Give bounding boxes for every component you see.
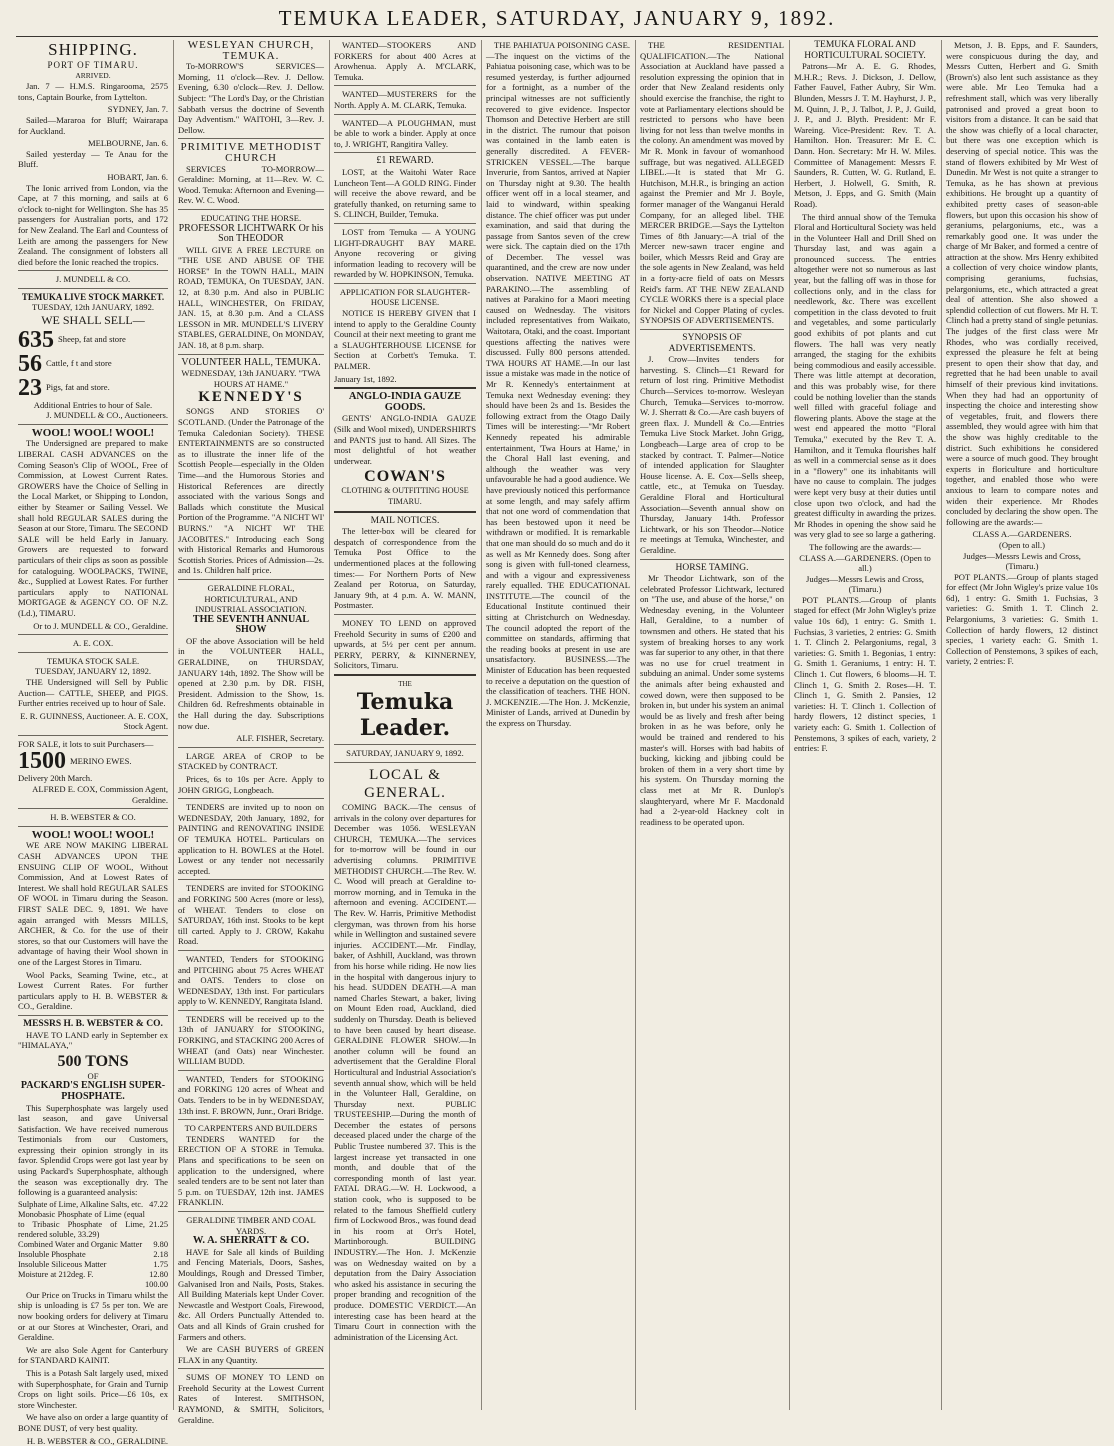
seventh-show-title: THE SEVENTH ANNUAL SHOW: [192, 613, 310, 636]
kainit-text: This is a Potash Salt largely used, mixed with Superphosphate, for Grain and Turnip Crops on light soils. Price—£6 10s, ex store Winchester.: [18, 1368, 168, 1410]
analysis-row: [18, 1260, 168, 1270]
lost-mare: LOST from Temuka — A YOUNG LIGHT-DRAUGHT BAY MARE. Anyone recovering or giving information leading to recovery will be rewarded by W. HOPKINSON, Temuka.: [334, 226, 476, 280]
port-heading: PORT OF TIMARU.: [47, 60, 139, 70]
slaughter-title: APPLICATION FOR SLAUGHTER-HOUSE LICENSE.: [339, 286, 471, 308]
anglo-title: ANGLO-INDIA GAUZE GOODS.: [348, 391, 462, 413]
additional-entries: Additional Entries to hour of Sale.: [33, 399, 153, 410]
stock-count: 23: [18, 374, 42, 401]
show-text: OF the above Association will be held in the VOLUNTEER HALL, GERALDINE, on THURSDAY, JANUARY 14th, 1892. The Show will be opened at 2.30 p.m. by DR. FISH, President. Admission to the Show, 1s. Children 6d. Refreshments obtainable in the Hall during the day. Subscriptions now due.: [178, 635, 324, 731]
class-a-title: CLASS A.—GARDENERS.: [972, 529, 1072, 540]
column-4: [486, 40, 630, 1410]
analysis-item: Sulphate of Lime, Alkaline Salts, etc.: [18, 1199, 144, 1209]
merino-count: 1500: [18, 748, 66, 775]
show-report: The third annual show of the Temuka Floral and Horticultural Society was held in the Volunteer Hall and Drill Shed on Thursday last, and was again a pronounced success. The entries altogether were not so numerous as last year, but the falling off was in those for collections only, and in the class for needlework, &c. There was excellent competition in the class devoted to fruit and vegetables, and some particularly good exhibits of pot plants and cut flowers. The hall was very neatly arranged, the staging for the exhibits being commodious and easily accessible. There was little attempt at decoration, and this was probably wise, for there could be nothing lovelier than the stands well filled with graceful foliage and flowering plants. Above the stage at the west end appeared the motto "Floral Temuka," executed by the Rev T. A. Hamilton, and it Temuka flourishes half as well in a commercial sense as it does in a "flowery" one its inhabitants will have no cause to complain. The judges were kept very busy at their duties until close upon two o'clock, and had the greatest difficulty in awarding the prizes. Mr Rhodes in opening the show said he was very glad to see so large a gathering.: [794, 211, 937, 540]
analysis-value: 2.18: [153, 1249, 168, 1259]
stock-count: 635: [18, 326, 54, 353]
of-label: OF: [87, 1070, 99, 1081]
column-divider: [789, 40, 790, 1410]
stock-sale-text: THE Undersigned will Sell by Public Auction— CATTLE, SHEEP, and PIGS. Further entries received up to hour of Sale.: [18, 676, 168, 709]
packard-heading: PACKARD'S ENGLISH SUPER-PHOSPHATE.: [20, 1080, 166, 1102]
anglo-text: GENTS' ANGLO-INDIA GAUZE (Silk and Wool mixed), UNDERSHIRTS and PANTS just to hand. All Sizes. The most delightful of hot weather underwear.: [334, 413, 476, 466]
lichtwark-text: WILL GIVE A FREE LECTURE on "THE USE AND ABUSE OF THE HORSE" In the TOWN HALL, MAIN ROAD, TEMUKA, On TUESDAY, JAN. 12, at 8.30 p.m. And also in PUBLIC HALL, WINCHESTER, On FRIDAY, JAN. 15, at 8.30 p.m. And a CLASS LESSON in MR. MUNDELL'S LIVERY STABLES, GERALDINE, On MONDAY, JAN. 18, at 8 p.m. sharp.: [178, 244, 324, 351]
analysis-row: [18, 1250, 168, 1260]
wanted-ad: WANTED—STOOKERS AND FORKERS for about 400 Acres at Arowhenua. Apply A. M'CLARK, Temuka.: [334, 40, 476, 82]
melbourne-text: Sailed yesterday — Te Anau for the Bluff.: [18, 148, 168, 170]
analysis-value: 1.75: [153, 1259, 168, 1269]
slaughter-date: January 1st, 1892.: [334, 373, 397, 384]
wool-heading: WOOL! WOOL! WOOL!: [31, 426, 155, 439]
analysis-item: Moisture at 212deg. F.: [18, 1269, 94, 1279]
lichtwark-title: PROFESSOR LICHTWARK Or his Son THEODOR: [178, 222, 324, 245]
local-general-title: LOCAL & GENERAL.: [364, 767, 446, 802]
webster-header: H. B. WEBSTER & CO.: [50, 812, 136, 823]
analysis-value: 12.80: [149, 1269, 168, 1279]
horse-taming-title: HORSE TAMING.: [675, 562, 749, 573]
stock-sale-title: TEMUKA STOCK SALE.: [46, 655, 140, 666]
wanted-ad: WANTED, Tenders for STOOKING and PITCHING about 75 Acres WHEAT and OATS. Tenders to close on WEDNESDAY, 13th inst. For particulars apply to W. KENNEDY, Rangitata Island.: [178, 953, 324, 1007]
awards-text: POT PLANTS.—Group of plants staged for effect (Mr John Wigley's prize value 10s 6d), 1 entry: G. Smith 1. Fuchsias, 3 varieties, 2 entries: G. Smith 1. T. Clinch 2. Pelargoniums, regal, 3 varieties: G. Smith 1. Begonias, 1 entry: G. Smith 1. Geraniums, 1 entry: H. T. Clinch 1. Cut flowers, 6 blooms—H. T. Clinch 1, G. Smith 2. Roses—H. T. Clinch 1, G. Smith 2. Pansies, 12 varieties: H. T. Clinch 1. Collection of hardy flowers, 12 distinct species, 1 variety each: G. Smith 1. Collection of Penstemons, 3 spikes of each, variety, 2 entries: F.: [794, 594, 936, 754]
volunteer-title: VOLUNTEER HALL, TEMUKA.: [181, 356, 321, 368]
sydney-dateline: SYDNEY, Jan. 7.: [107, 104, 168, 115]
sherratt-title: W. A. SHERRATT & CO.: [192, 1235, 310, 1247]
masthead-rule: [16, 36, 1098, 37]
cowans-sub: CLOTHING & OUTFITTING HOUSE TIMARU.: [341, 486, 469, 506]
paper-date: SATURDAY, JANUARY 9, 1892.: [346, 748, 464, 759]
wool-text: The Undersigned are prepared to make LIBERAL CASH ADVANCES on the Coming Season's Clip of WOOL, Free of Commission, at Lowest Current Rates. GROWERS have the Choice of Selling in the Local Market, or Shipping to London, either by Steamer or Sailing Vessel. We shall hold REGULAR SALES during the Season at our Store, Timaru. The SECOND SALE will be held Early in January. Growers are requested to forward particulars of their clips as soon as possible for cataloguing. WOOLPACKS, TWINE, &c., Supplied at Lowest Rates. For further particulars apply to NATIONAL MORTGAGE & AGENCY CO. OF N.Z. (Ld.), TIMARU.: [18, 438, 168, 618]
primitive-text: SERVICES TO-MORROW— Geraldine: Morning, at 11—Rev. W. C. Wood. Temuka: Afternoon and Evening—Rev. W. C. Wood.: [178, 163, 324, 206]
reward-title: £1 REWARD.: [376, 155, 434, 167]
paper-title: Temuka Leader.: [356, 689, 454, 742]
crop-text: Prices, 6s to 10s per Acre. Apply to JOHN GRIGG, Longbeach.: [178, 774, 324, 795]
analysis-item: [18, 1280, 145, 1290]
webster-big-header: MESSRS H. B. WEBSTER & CO.: [23, 1018, 163, 1029]
analysis-value: 9.80: [153, 1239, 168, 1249]
awards-intro: The following are the awards:—: [809, 541, 921, 552]
livestock-date: TUESDAY, 12th JANUARY, 1892.: [31, 302, 155, 313]
patrons-text: Patrons—Mr A. E. G. Rhodes, M.H.R.; Revs. J. Dickson, J. Dellow, Father Fauvel, Father Aubry, Sir Wm. Blunden, Messrs J. T. M. Hayhurst, J. P., M. Quinn, J. P., J. Talbot, J. P., J. Guild, J. P., and J. Blyth. President: Mr F. Wareing. Vice-President: Rev. T. A. Hamilton. Hon. Treasurer: Mr E. C. Dann. Hon. Secretary: Mr H. W. Miles. Committee of Management: Messrs F. Saunders, R. Cutten, W. G. Rutland, E. Herbert, J. Holwell, G. Smith, R. Metson, J. Epps, and G. Smith (Main Road).: [794, 61, 936, 209]
stock-line: [18, 352, 168, 376]
stock-label: Sheep, fat and store: [58, 334, 126, 345]
news-text: THE PAHIATUA POISONING CASE.—The inquest on the victims of the Pahiatua poisoning case, which was to be resumed yesterday, is further adjourned for a fortnight, as a number of the principal witnesses are not sufficiently recovered to give evidence. Inspector Thomson and Detective Herbert are still in the district. The rumour that poison was contained in the lamb eaten is generally discredited. A FEVER-STRICKEN VESSEL.—The barque Inverurie, from Santos, arrived at Napier on Thursday night at 9.30. The health officer went off in a local steamer, and laid to windward, within speaking distance. The chief officer was put under examination, and said that during the passage from Santos seven of the crew were sick. The captain died on the 17th of December. The vessel was quarantined, and the crew are now under observation. NATIVE MEETING AT PARAKINO.—The assembling of natives at Parakino for a Maori meeting caused on Wednesday. The visitors included representatives from Waikato, Waitotara, Otaki, and the coast. Important questions affecting the natives were discussed. Fully 800 persons attended. TWA HOURS AT HAME.—In our last issue a mistake was made in the notice of Mr R. Kennedy's entertainment at Temuka next Wednesday evening: they should have been 2s and 1s. Besides the following extract from the Otago Daily Times will be interesting:—"Mr Robert Kennedy repeated his admirable entertainment, 'Twa Hours at Hame,' in the Choral Hall last evening, and although the weather was very unfavourable he had a good audience. We have previously noticed this performance at some length, and may safely affirm that not one word of commendation that has been bestowed upon it need be withdrawn or modified. It is remarkable that one man should do so much and do it as well as Mr Kennedy does. Song after song is given with full-toned clearness, and with a vigour and expressiveness rarely equalled. THE EDUCATIONAL INSTITUTE.—The council of the Educational Institute continued their sitting at Christchurch on Wednesday. The council adopted the report of the committee on standards, affirming that the reading books at present in use are unsatisfactory. BUSINESS.—The Minister of Education has been requested to receive a deputation on the question of the classification of teachers. THE HON. J. MCKENZIE.—The Hon. J. McKenzie, Minister of Lands, arrived at Dunedin by the express on Thursday.: [486, 40, 630, 728]
shipping-title: SHIPPING.: [48, 40, 138, 59]
local-text: COMING BACK.—The census of arrivals in the colony over departures for December was 1056. WESLEYAN CHURCH, TEMUKA.—The services for to-morrow will be found in our advertising columns. PRIMITIVE METHODIST CHURCH.—The Rev. W. C. Wood will preach at Geraldine to-morrow morning, and in Temuka in the afternoon and evening. ACCIDENT.—The Rev. W. Harris, Primitive Methodist clergyman, was thrown from his horse while in Wellington and sustained severe injuries. ACCIDENT.—Mr. Findlay, baker, of Ashhill, Auckland, was thrown from his horse while riding. He now lies in the hospital with dangerous injury to his head. SUDDEN DEATH.—A man named Charles Stewart, a baker, living on Mount Eden road, Auckland, died suddenly on Thursday. Death is believed to have been caused by heart disease. GERALDINE FLOWER SHOW.—In another column will be found an advertisement that the Geraldine Floral Horticultural and Industrial Association's seventh annual show, which will be held in the Volunteer Hall, Geraldine, on Thursday next. PUBLIC TRUSTEESHIP.—During the month of December the estates of persons deceased placed under the charge of the Public Trustee numbered 37. This is the largest increase yet transacted in one month, and double that of the corresponding month of last year. FATAL DRAG.—W. H. Lockwood, a station cook, who is supposed to be related to the famous Sheffield cutlery firm of Lockwood Bros., was found dead in his room at Orr's Hotel, Martinborough. BUILDING INDUSTRY.—The Hon. J. McKenzie was on Wednesday waited on by a deputation from the Dairy Association who asked his assistance in securing the proper branding and recognition of the produce. DOMESTIC VERDICT.—An interesting case has been heard at the Timaru Court in connection with the administration of the Licensing Act.: [334, 802, 476, 1342]
himalaya-text: HAVE TO LAND early in September ex "HIMALAYA,": [18, 1029, 168, 1051]
analysis-row: [18, 1280, 168, 1290]
analysis-item: Insoluble Siliceous Matter: [18, 1259, 107, 1269]
sydney-text: Sailed—Mararoa for Bluff; Wairarapa for Auckland.: [18, 114, 168, 136]
alfred-sign: ALFRED E. COX, Commission Agent, Geraldine.: [32, 784, 168, 805]
stock-count: 56: [18, 350, 42, 377]
news-text: THE RESIDENTIAL QUALIFICATION.—The National Association at Auckland have passed a resolution expressing the opinion that in order that New Zealand residents only should exercise the franchise, the right to vote at Parliamentary elections should be restricted to persons who have been living for not less than twelve months in the colony. An amendment was moved by Mr R. Monk in favour of womanhood suffrage, but was negatived. ALLEGED LIBEL.—It is stated that Mr G. Hutchison, M.H.R., is bringing an action against the Premier and Mr J. Boyle, former manager of the Wanganui Herald Company, for an alleged libel. THE MERCER BRIDGE.—Says the Lyttelton Times of 8th January:—A trial of the Mercer new-sawn tracer engine and boiler, which Messrs Reid and Gray are the sole agents in New Zealand, was held in a forty-acre field of oats on Messrs Reid's farm. AT THE NEW ZEALAND CYCLE WORKS there is a special place for Nickel and Copper Plating of cycles. SYNOPSIS OF ADVERTISEMENTS.: [640, 40, 784, 326]
analysis-item: Insoluble Phosphate: [18, 1249, 86, 1259]
masthead: TEMUKA LEADER, SATURDAY, JANUARY 9, 1892.: [278, 6, 836, 30]
we-shall-sell: WE SHALL SELL—: [41, 313, 145, 328]
money-ad: SUMS OF MONEY TO LEND on Freehold Security at the Lowest Current Rates of Interest. SMITHSON, RAYMOND, & SMITH, Solicitors, Geraldine.: [178, 1372, 324, 1425]
sole-agent: We are also Sole Agent for Canterbury for STANDARD KAINIT.: [18, 1344, 168, 1366]
column-divider: [635, 40, 636, 1410]
sherratt-text: HAVE for Sale all kinds of Building and Fencing Materials, Doors, Sashes, Mouldings, Rough and Dressed Timber, Galvanised Iron and Nails, Posts, Stakes. All Building Materials kept Under Cover. Newcastle and Westport Coals, Firewood, &c. All Orders Punctually Attended to. Oats and all Kinds of Grain crushed for Farmers and others.: [178, 1246, 324, 1342]
hobart-text: The Ionic arrived from London, via the Cape, at 7 this morning, and sails at 6 o'clock to-night for Wellington. She has 35 passengers for Australian ports, and 172 for New Zealand. The Earl and Countess of Leith are among the passengers for New Zealand. The consignment of lobsters all died before the Ionic reached the tropics.: [18, 182, 168, 267]
class-a-open: (Open to all.): [998, 539, 1046, 550]
synopsis-title: SYNOPSIS OF ADVERTISEMENTS.: [668, 333, 756, 354]
analysis-value: 100.00: [144, 1279, 168, 1289]
wool2-heading: WOOL! WOOL! WOOL!: [31, 828, 155, 841]
show-report-continued: Metson, J. B. Epps, and F. Saunders, were conspicuous during the day, and Messrs Cutten, Herbert and G. Smith (Brown's) also lent such assistance as they were able. Mr Leo Temuka had a refreshment stall, which was very liberally patronised and proved a great boon to visitors from a distance. It can be said that the show was chiefly of a local character, but there was one exception which is deserving of special notice. This was the stand of flowers exhibited by Mr West of Dunedin. Mr West is not quite a stranger to Temuka, as he has shown at previous exhibitions. He brought up a quantity of exhibited pretty cases of season-able flowers, but upon this occasion his show of geraniums, pelargoniums, etc., was a remarkably good one. It was under the charge of Mr Baker, and formed a centre of attraction at the show. Mrs Henry exhibited a collection of very choice window plants, comprising geraniums, fuchsias, pelargoniums, etc., which attracted a great deal of attention. She also showed a splendid collection of cut flowers. Mr H. T. Clinch had a pretty stand of single petunias. The judges of the first class were Mr Rhodes, who was cordially received, expressed the pleasure he felt at being present to open their show that day, and regretted that he had been unable to avail himself of their previous kind invitations. When they had had an opportunity of inspecting the choice and interesting show of vegetables, fruit, and flowers there assembled, they would agree with him that the show was highly creditable to the district. Such exhibitions he considered were a source of much good. They brought experts in floriculture and horticulture together, and enabled those who were anxious to learn to compare notes and widen their experience. Mr Rhodes concluded by declaring the show open. The following are the awards:—: [946, 40, 1098, 527]
awards-text: POT PLANTS.—Group of plants staged for effect (Mr John Wigley's prize value 10s 6d), 1 entry: G. Smith 1. Fuchsias, 3 varieties: G. Smith 1. T. Clinch 2. Pelargoniums, 3 varieties: G. Smith 1. Collection of hardy flowers, 12 distinct species, 1 variety each: G. Smith 1. Collection of Penstemons, 3 spikes of each, variety, 2 entries: F.: [946, 571, 1098, 667]
judges: Judges—Messrs Lewis and Cross, (Timaru.): [806, 573, 924, 595]
bonedust-text: We have also on order a large quantity of BONE DUST, of very best quality.: [18, 1412, 168, 1433]
tenders-ad: TENDERS are invited up to noon on WEDNESDAY, 20th January, 1892, for PAINTING and RENOVATING INSIDE OF TEMUKA HOTEL. Particulars on application to H. BOWLES at the Hotel. Lowest or any tender not necessarily accepted.: [178, 802, 324, 876]
wool2-text: WE ARE NOW MAKING LIBERAL CASH ADVANCES UPON THE ENSUING CLIP OF WOOL, Without Commission, And at Lowest Rates of Interest. We shall hold REGULAR SALES OF WOOL in Timaru during the Season. FIRST SALE DEC. 9, 1891. We have again arranged with Messrs MILLS, ARCHER, & Co. for the use of their stores, so that our Customers will have the advantage of having their Wool shown in one of the Largest Stores in Timaru.: [18, 840, 168, 967]
synopsis-text: J. Crow—Invites tenders for harvesting. S. Clinch—£1 Reward for return of lost ring. Primitive Methodist Church—Services to-morrow. Wesleyan Church, Temuka—Services to-morrow. W. J. Sherratt & Co.—Are cash buyers of green flax. J. Mundell & Co.—Entries Temuka Live Stock Market. John Grigg, Longbeach—Large area of crop to be stacked by contract. T. Palmer—Notice of intended application for Slaughter House license. A. E. Cox—Sells sheep, cattle, etc., at Temuka on Tuesday. Geraldine Floral and Horticultural Association—Seventh annual show on Thursday, January 14th. Professor Lichtwark, or his son Theodor—Notice re meetings at Temuka, Winchester, and Geraldine.: [640, 354, 784, 555]
column-3: [334, 40, 476, 1410]
stock-label: Pigs, fat and store.: [46, 382, 110, 393]
column-6: [794, 40, 936, 1410]
wanted-ad: WANTED, Tenders for STOOKING and FORKING 120 acres of Wheat and Oats. Tenders to be in by WEDNESDAY, 13th inst. F. BROWN, Junr., Orari Bridge.: [178, 1073, 324, 1116]
cox-header: A. E. COX.: [72, 638, 114, 649]
or-to: Or to J. MUNDELL & CO., Geraldine.: [33, 620, 168, 631]
geraldine-floral-title: GERALDINE FLORAL, HORTICULTURAL, AND INDUSTRIAL ASSOCIATION.: [195, 582, 307, 615]
for-sale: FOR SALE, it lots to suit Purchasers—: [18, 738, 154, 749]
arrived-label: ARRIVED.: [75, 70, 111, 80]
fisher-sign: ALF. FISHER, Secretary.: [236, 733, 324, 744]
guinness-sign: E. R. GUINNESS, Auctioneer. A. E. COX, Stock Agent.: [20, 710, 168, 732]
wanted-ad: WANTED—A PLOUGHMAN, must be able to work a binder. Apply at once to, J. WRIGHT, Rangitira Valley.: [334, 117, 476, 149]
arrival-text: Jan. 7 — H.M.S. Ringarooma, 2575 tons, Captain Bourke, from Lyttelton.: [18, 81, 168, 102]
tenders-ad: TENDERS will be received up to the 13th of JANUARY for STOOKING, FORKING, and STACKING 200 Acres of WHEAT (and Oats) near Winchester. WILLIAM BUDD.: [178, 1013, 324, 1067]
kennedys-text: SONGS AND STORIES O' SCOTLAND. (Under the Patronage of the Temuka Caledonian Society). THESE ENTERTAINMENTS are so constructed as to illustrate the inner life of the Scottish People—especially in the Olden Time—and the Humorous Stories and Historical References are directly associated with the various Songs and Ballads which constitute the Musical Portion of the Programme. "A NICHT WI' BURNS." "A NICHT WI' THE JACOBITES." Introducing each Song with Historical Remarks and Humorous Scottish Stories. Prices of Admission—2s. and 1s. Children half price.: [178, 406, 324, 576]
mundell-footer: J. MUNDELL & CO.: [55, 274, 131, 285]
kennedys-heading: KENNEDY'S: [198, 389, 304, 406]
cowans-title: COWAN'S: [364, 468, 446, 486]
column-5: [640, 40, 784, 1410]
column-divider: [173, 40, 174, 1410]
analysis-row: [18, 1240, 168, 1250]
reward-text: LOST, at the Waitohi Water Race Luncheon Tent—A GOLD RING. Finder will receive the above reward, and be gratefully thanked, on returning same to S. CLINCH, Builder, Temuka.: [334, 166, 476, 220]
analysis-table: [18, 1200, 168, 1290]
analysis-item: Monobasic Phosphate of Lime (equal to Tribasic Phosphate of Lime, rendered soluble, 33.29): [18, 1209, 145, 1239]
column-7: [946, 40, 1098, 1410]
stock-label: Cattle, f t and store: [46, 358, 112, 369]
horse-text: Mr Theodor Lichtwark, son of the celebrated Professor Lichtwark, lectured on "The use, and abuse of the horse," on Wednesday evening, in the Volunteer Hall, Geraldine, to a number of townsmen and others. He stated that his system of breaking horses to any work was far superior to any other, in that there was no use for cruel treatment in subduing an animal. Under some systems the animals after being exhausted and cowed down, were then supposed to be broken in, but under his system an animal would be as lively and fresh after being broken in as he was before, only he would be trained and rendered to his master's will. Horses with bad habits of bucking, kicking and jibbing could be broken of them in a very short time by his system. On Thursday morning the class met at Mr R. Dunlop's slaughteryard, where Mr F. Macdonald had a 2-year-old Hackney colt in readiness to be operated upon.: [640, 573, 784, 827]
volunteer-date: WEDNESDAY, 13th JANUARY. "TWA HOURS AT HAME.": [181, 368, 321, 389]
money-ad: MONEY TO LEND on approved Freehold Security in sums of £200 and upwards, at 5½ per cent per annum. PERRY, PERRY, & KINNERNEY, Solicitors, Timaru.: [334, 617, 476, 671]
primitive-title: PRIMITIVE METHODIST CHURCH: [180, 141, 322, 164]
wesleyan-title: WESLEYAN CHURCH, TEMUKA.: [187, 39, 315, 62]
analysis-row: [18, 1210, 168, 1240]
packard-foot: Our Price on Trucks in Timaru whilst the ship is unloading is £7 5s per ton. We are now booking orders for delivery at Timaru or at our Stores at Winchester, Orari, and Geraldine.: [18, 1289, 168, 1343]
packard-text: This Superphosphate was largely used last season, and gave Universal Satisfaction. We have received numerous Testimonials from our Customers, expressing their opinion strongly in its favor. Splendid Crops were got last year by using Packard's Superphosphate, although the season was exceptionally dry. The following is a guaranteed analysis:: [18, 1102, 168, 1198]
column-1: [18, 40, 168, 1446]
wanted-ad: WANTED—MUSTERERS for the North. Apply A. M. CLARK, Temuka.: [334, 89, 476, 110]
stock-sale-date: TUESDAY, JANUARY 12, 1892.: [34, 666, 152, 677]
tenders-ad: TENDERS are invited for STOOKING and FORKING 500 Acres (more or less), of WHEAT. Tenders to close on SATURDAY, 16th inst. Stooks to be kept till carted. Apply to J. CROW, Kakahu Road.: [178, 883, 324, 947]
floral-society-title: TEMUKA FLORAL AND HORTICULTURAL SOCIETY.: [804, 40, 926, 61]
mail-text: The letter-box will be cleared for despatch of correspondence from the Temuka Post Office to the undermentioned places at the following times:— For Northern Ports of New Zealand per Rotorua, on Saturday, January 9th, at 4 p.m. A. W. MANN, Postmaster.: [334, 526, 476, 611]
column-divider: [481, 40, 482, 1410]
analysis-value: 21.25: [149, 1219, 168, 1229]
timber-title: GERALDINE TIMBER AND COAL YARDS.: [186, 1214, 316, 1236]
stock-line: [18, 328, 168, 352]
webster-sign: H. B. WEBSTER & CO., GERALDINE.: [26, 1435, 168, 1446]
woolpacks-text: Wool Packs, Seaming Twine, etc., at Lowest Current Rates. For further particulars apply to H. B. WEBSTER & CO., Geraldine.: [18, 969, 168, 1012]
tenders-ad: TENDERS WANTED for the ERECTION OF A STORE in Temuka. Plans and specifications to be seen on application to the undersigned, where sealed tenders are to be sent not later than 5 p.m. on TUESDAY, 12th inst. JAMES FRANKLIN.: [178, 1133, 324, 1208]
judges: Judges—Messrs Lewis and Cross, (Timaru.): [963, 550, 1081, 572]
analysis-value: 47.22: [149, 1199, 168, 1209]
livestock-title: TEMUKA LIVE STOCK MARKET.: [21, 291, 165, 302]
educating-title: EDUCATING THE HORSE.: [200, 212, 302, 223]
column-divider: [941, 40, 942, 1410]
auctioneers: J. MUNDELL & CO., Auctioneers.: [46, 410, 168, 421]
column-divider: [329, 40, 330, 1410]
analysis-row: [18, 1200, 168, 1210]
the-label: THE: [398, 679, 412, 688]
analysis-item: Combined Water and Organic Matter: [18, 1239, 143, 1249]
melbourne-dateline: MELBOURNE, Jan. 6.: [88, 138, 168, 149]
mail-title: MAIL NOTICES.: [370, 515, 440, 526]
crop-ad: LARGE AREA of CROP to be STACKED by CONTRACT.: [178, 750, 324, 772]
wesleyan-text: To-MORROW'S SERVICES— Morning, 11 o'clock—Rev. J. Dellow. Evening, 6.30 o'clock—Rev. J. Dellow. Subject: "The Lord's Day, or the Christian Sabbath versus the doctrine of Seventh Day Adventism." WAITOHI, 3—Rev. J. Dellow.: [178, 61, 324, 135]
hobart-dateline: HOBART, Jan. 6.: [107, 171, 168, 182]
column-2: [178, 39, 324, 1425]
merino-label: MERINO EWES.: [70, 756, 132, 767]
class-a-title: CLASS A.—GARDENERS. (Open to all.): [799, 552, 931, 574]
analysis-row: [18, 1270, 168, 1280]
cash-buyers: We are CASH BUYERS of GREEN FLAX in any Quantity.: [178, 1344, 324, 1365]
delivery: Delivery 20th March.: [18, 773, 93, 784]
merino-line: [18, 749, 168, 773]
slaughter-text: NOTICE IS HEREBY GIVEN that I intend to apply to the Geraldine County Council at their next meeting to grant me a SLAUGHTERHOUSE LICENSE for Section at Corbett's Temuka. T. PALMER.: [334, 308, 476, 372]
stock-line: [18, 376, 168, 400]
carpenters-title: TO CARPENTERS AND BUILDERS: [184, 1123, 318, 1134]
tons-heading: 500 TONS: [57, 1052, 129, 1070]
